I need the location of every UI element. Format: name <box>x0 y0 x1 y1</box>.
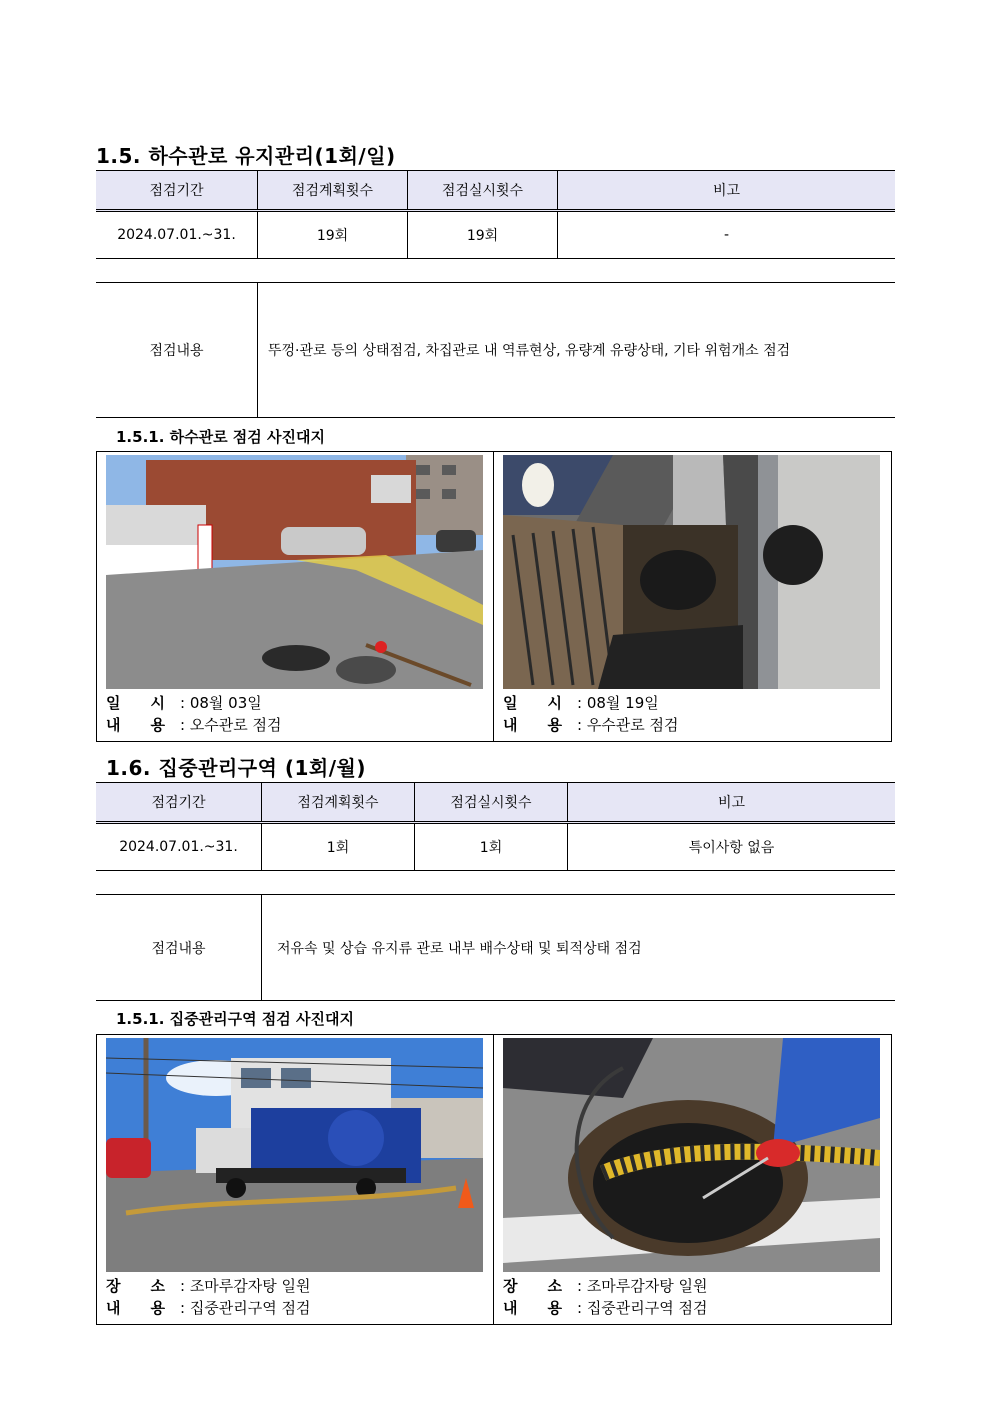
photo-drain-grate <box>503 455 880 689</box>
header-planned: 점검계획횟수 <box>262 783 415 823</box>
caption-value: : 오수관로 점검 <box>180 716 282 734</box>
caption-value: : 조마루감자탕 일원 <box>180 1277 311 1295</box>
content-label: 점검내용 <box>96 283 258 417</box>
section-title: 1.6. 집중관리구역 (1회/월) <box>106 756 367 780</box>
photo-divider <box>493 1034 494 1324</box>
section-title: 1.5. 하수관로 유지관리(1회/일) <box>96 144 396 168</box>
cell-actual: 1회 <box>415 823 568 871</box>
header-remarks: 비고 <box>558 171 896 211</box>
content-text: 뚜껑·관로 등의 상태점검, 차집관로 내 역류현상, 유량계 유량상태, 기타 위험개소 점검 <box>268 343 791 359</box>
header-actual: 점검실시횟수 <box>415 783 568 823</box>
photo-manhole-hose <box>503 1038 880 1272</box>
caption-value: : 우수관로 점검 <box>577 716 679 734</box>
photo-divider <box>493 451 494 741</box>
photo-section-title: 1.5.1. 집중관리구역 점검 사진대지 <box>116 1010 354 1028</box>
cell-period: 2024.07.01.~31. <box>96 211 258 259</box>
caption-key: 일 시 <box>106 694 165 712</box>
photo-caption <box>106 692 282 736</box>
photo-vacuum-truck <box>106 1038 483 1272</box>
photo-caption <box>106 1275 311 1319</box>
photo-caption <box>503 692 679 736</box>
cell-remarks: 특이사항 없음 <box>568 823 896 871</box>
cell-remarks: - <box>558 211 896 259</box>
caption-key: 내 용 <box>106 716 165 734</box>
caption-key: 장 소 <box>106 1277 165 1295</box>
caption-key: 내 용 <box>503 1299 562 1317</box>
photo-section-title: 1.5.1. 하수관로 점검 사진대지 <box>116 428 325 446</box>
maintenance-table <box>96 170 895 259</box>
header-period: 점검기간 <box>96 171 258 211</box>
photo-caption <box>503 1275 708 1319</box>
caption-value: : 08월 19일 <box>577 694 659 712</box>
cell-planned: 19회 <box>258 211 408 259</box>
caption-value: : 08월 03일 <box>180 694 262 712</box>
cell-actual: 19회 <box>408 211 558 259</box>
header-actual: 점검실시횟수 <box>408 171 558 211</box>
content-text: 저유속 및 상습 유지류 관로 내부 배수상태 및 퇴적상태 점검 <box>277 940 642 957</box>
content-label: 점검내용 <box>96 895 262 1000</box>
photo-sewer-street <box>106 455 483 689</box>
header-period: 점검기간 <box>96 783 262 823</box>
caption-value: : 조마루감자탕 일원 <box>577 1277 708 1295</box>
caption-key: 일 시 <box>503 694 562 712</box>
cell-planned: 1회 <box>262 823 415 871</box>
inspection-content <box>96 894 895 1001</box>
caption-value: : 집중관리구역 점검 <box>577 1299 708 1317</box>
cell-period: 2024.07.01.~31. <box>96 823 262 871</box>
inspection-content <box>96 282 895 418</box>
header-planned: 점검계획횟수 <box>258 171 408 211</box>
caption-key: 내 용 <box>106 1299 165 1317</box>
caption-value: : 집중관리구역 점검 <box>180 1299 311 1317</box>
caption-key: 장 소 <box>503 1277 562 1295</box>
header-remarks: 비고 <box>568 783 896 823</box>
caption-key: 내 용 <box>503 716 562 734</box>
intensive-table <box>96 782 895 871</box>
